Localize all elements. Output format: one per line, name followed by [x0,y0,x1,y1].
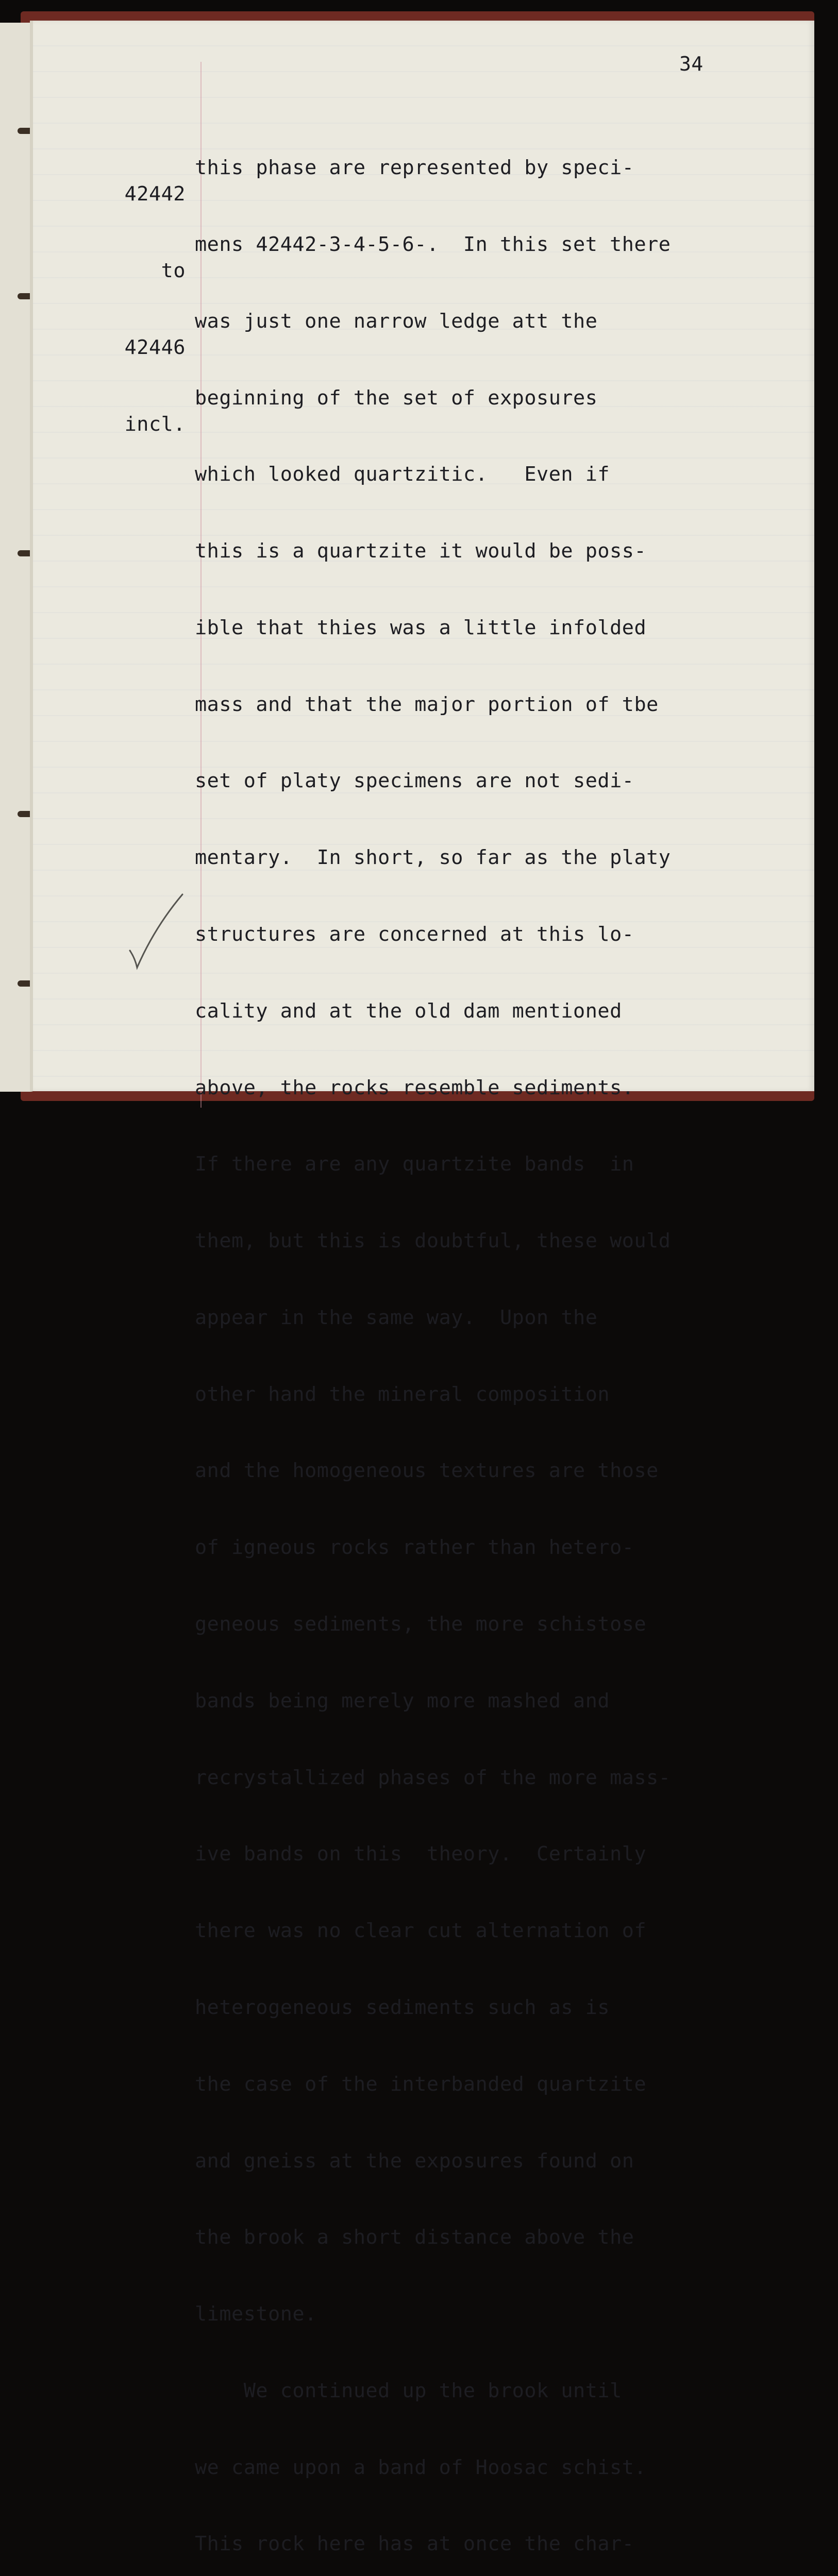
checkmark-icon [129,891,186,979]
text-line: of igneous rocks rather than hetero- [195,1536,634,1560]
typed-body-text [195,104,671,2576]
text-line: the brook a short distance above the [195,2226,634,2249]
text-line: them, but this is doubtful, these would [195,1229,671,1253]
margin-note-line: 42446 [124,335,186,359]
text-line: other hand the mineral composition [195,1382,610,1406]
text-line: heterogeneous sediments such as is [195,1995,610,2019]
text-line: recrystallized phases of the more mass- [195,1766,671,1789]
text-line: We continued up the brook until [195,2379,622,2402]
text-line: was just one narrow ledge att the [195,309,598,333]
margin-note-line: 42442 [124,182,186,206]
text-line: and gneiss at the exposures found on [195,2149,634,2173]
specimen-margin-note [103,130,186,463]
text-line: If there are any quartzite bands in [195,1153,634,1176]
text-line: structures are concerned at this lo- [195,923,634,946]
text-line: mens 42442-3-4-5-6-. In this set there [195,232,671,256]
text-line: the case of the interbanded quartzite [195,2072,647,2096]
text-line: which looked quartzitic. Even if [195,463,610,486]
text-line: ive bands on this theory. Certainly [195,1842,647,1866]
text-line: ible that thies was a little infolded [195,616,647,639]
text-line: beginning of the set of exposures [195,386,598,410]
left-page-edge [0,23,32,1092]
text-line: mass and that the major portion of tbe [195,692,659,716]
text-line: set of platy specimens are not sedi- [195,769,634,793]
text-line: there was no clear cut alternation of [195,1919,647,1943]
text-line: and the homogeneous textures are those [195,1459,659,1483]
text-line: geneous sediments, the more schistose [195,1613,647,1636]
text-line: cality and at the old dam mentioned [195,999,622,1023]
text-line: we came upon a band of Hoosac schist. [195,2455,647,2479]
text-line: limestone. [195,2302,317,2326]
text-line: above, the rocks resemble sediments. [195,1076,634,1099]
text-line: this phase are represented by speci- [195,156,634,180]
page-number: 34 [679,53,703,75]
text-line: mentary. In short, so far as the platy [195,846,671,870]
text-line: This rock here has at once the char- [195,2532,634,2556]
margin-note-line: incl. [124,412,186,436]
text-line: appear in the same way. Upon the [195,1306,598,1329]
margin-note-line: to [161,259,186,282]
text-line: bands being merely more mashed and [195,1689,610,1713]
text-line: this is a quartzite it would be poss- [195,539,647,563]
